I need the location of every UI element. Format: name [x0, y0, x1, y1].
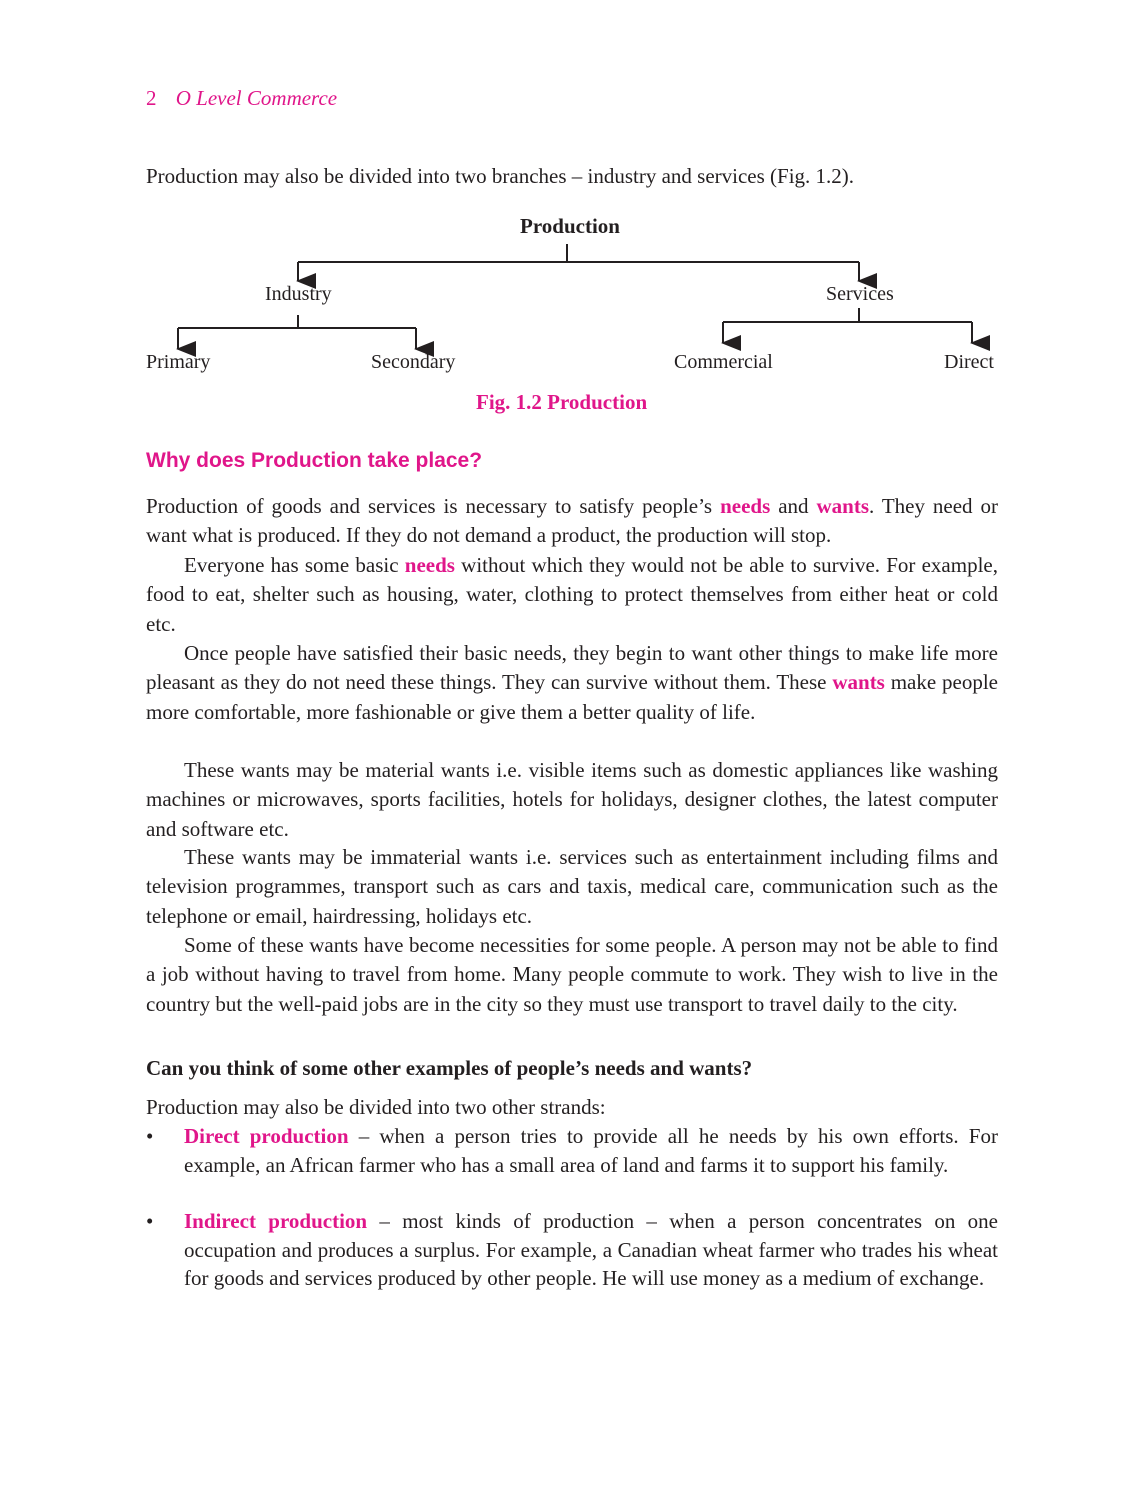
figure-caption: Fig. 1.2 Production	[476, 390, 648, 414]
node-services: Services	[826, 283, 894, 305]
node-production: Production	[520, 214, 620, 238]
keyword-wants: wants	[832, 670, 885, 695]
keyword-wants: wants	[816, 494, 869, 518]
book-title: O Level Commerce	[175, 86, 338, 110]
term-direct-production: Direct production	[184, 1124, 349, 1148]
paragraph-4: These wants may be material wants i.e. visible items such as domestic appliances like washing machines or microwaves, sports facilities, hotels for holidays, designer clothes, the latest computer and software etc.	[146, 758, 998, 841]
node-direct: Direct	[944, 351, 994, 373]
intro-paragraph: Production may also be divided into two branches – industry and services (Fig. 1.2).	[146, 164, 855, 188]
keyword-needs: needs	[720, 494, 771, 518]
list-item-direct-production: • Direct production – when a person tries to provide all he needs by his own efforts. For example, an African farmer who has a small area of land and farms it to support his family.	[146, 1124, 998, 1177]
strands-intro: Production may also be divided into two other strands:	[146, 1095, 606, 1119]
list-item-indirect-production: • Indirect production – most kinds of production – when a person concentrates on one occupation and produces a surplus. For example, a Canadian wheat farmer who trades his wheat for goods and services produced by other people. He will use money as a medium of exchange.	[146, 1209, 998, 1290]
node-primary: Primary	[146, 351, 211, 373]
paragraph-1: Production of goods and services is necessary to satisfy people’s needs and wants. They need or want what is produced. If they do not demand a product, the production will stop.	[146, 494, 999, 548]
keyword-needs: needs	[404, 553, 455, 577]
term-indirect-production: Indirect production	[184, 1209, 368, 1233]
bullet-icon: •	[146, 1209, 154, 1233]
node-industry: Industry	[265, 283, 332, 305]
paragraph-2: Everyone has some basic needs without which they would not be able to survive. For example, food to eat, shelter such as housing, water, clothing to protect themselves from either heat or cold etc.	[146, 553, 998, 636]
page-number: 2	[146, 86, 157, 110]
node-commercial: Commercial	[674, 351, 773, 373]
node-secondary: Secondary	[371, 351, 456, 373]
paragraph-5: These wants may be immaterial wants i.e. services such as entertainment including films and television programmes, transport such as cars and taxis, medical care, communication such as the telephone or email, hairdressing, holidays etc.	[146, 845, 998, 928]
question-prompt: Can you think of some other examples of people’s needs and wants?	[146, 1056, 753, 1080]
paragraph-6: Some of these wants have become necessities for some people. A person may not be able to find a job without having to travel from home. Many people commute to work. They wish to live in the country but the well-paid jobs are in the city so they must use transport to travel daily to the city.	[146, 933, 998, 1016]
bullet-icon: •	[146, 1124, 154, 1148]
paragraph-3: Once people have satisfied their basic needs, they begin to want other things to make life more pleasant as they do not need these things. They can survive without them. These wants make people more comfortable, more fashionable or give them a better quality of life.	[146, 641, 998, 724]
section-heading: Why does Production take place?	[146, 449, 483, 472]
